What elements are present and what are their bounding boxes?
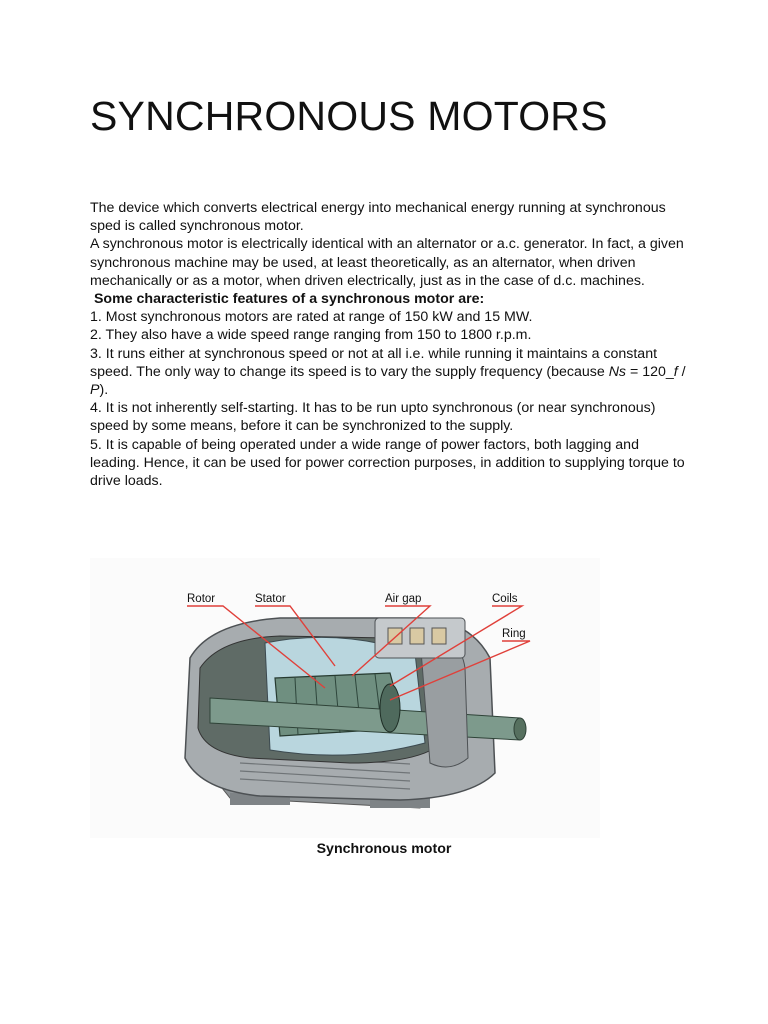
feature-item-5: 5. It is capable of being operated under a wide range of power factors, both lagging and leading. Hence, it can be used for power correction purposes, in addition to supplying torque to drive loads. (90, 436, 685, 490)
body-text (90, 199, 690, 490)
figure-caption: Synchronous motor (316, 841, 452, 857)
feature-item-3: 3. It runs either at synchronous speed or not at all i.e. while running it maintains a constant speed. The only way to change its speed is to vary the supply frequency (because Ns = 120_f / P). (90, 345, 686, 399)
page-title: SYNCHRONOUS MOTORS (90, 93, 608, 139)
feature-item-1: 1. Most synchronous motors are rated at range of 150 kW and 15 MW. (90, 309, 533, 326)
paragraph-description: A synchronous motor is electrically identical with an alternator or a.c. generator. In fact, a given synchronous machine may be used, at least theoretically, as an alternator, when driven mechanically or as a motor, when driven electrically, just as in the case of d.c. machines. (90, 236, 684, 289)
label-rotor: Rotor (187, 593, 216, 605)
label-ring: Ring (502, 628, 526, 640)
features-heading: Some characteristic features of a synchronous motor are: (93, 291, 485, 308)
motor-illustration (90, 558, 600, 838)
motor-figure (90, 558, 600, 838)
feature-item-4: 4. It is not inherently self-starting. It has to be run upto synchronous (or near synchronous) speed by some means, before it can be synchronized to the supply. (90, 400, 656, 435)
label-coils: Coils (492, 593, 518, 605)
paragraph-definition: The device which converts electrical energy into mechanical energy running at synchronous sped is called synchronous motor. (90, 200, 666, 235)
label-stator: Stator (255, 593, 286, 605)
label-air-gap: Air gap (385, 593, 422, 605)
feature-item-2: 2. They also have a wide speed range ranging from 150 to 1800 r.p.m. (90, 327, 532, 344)
